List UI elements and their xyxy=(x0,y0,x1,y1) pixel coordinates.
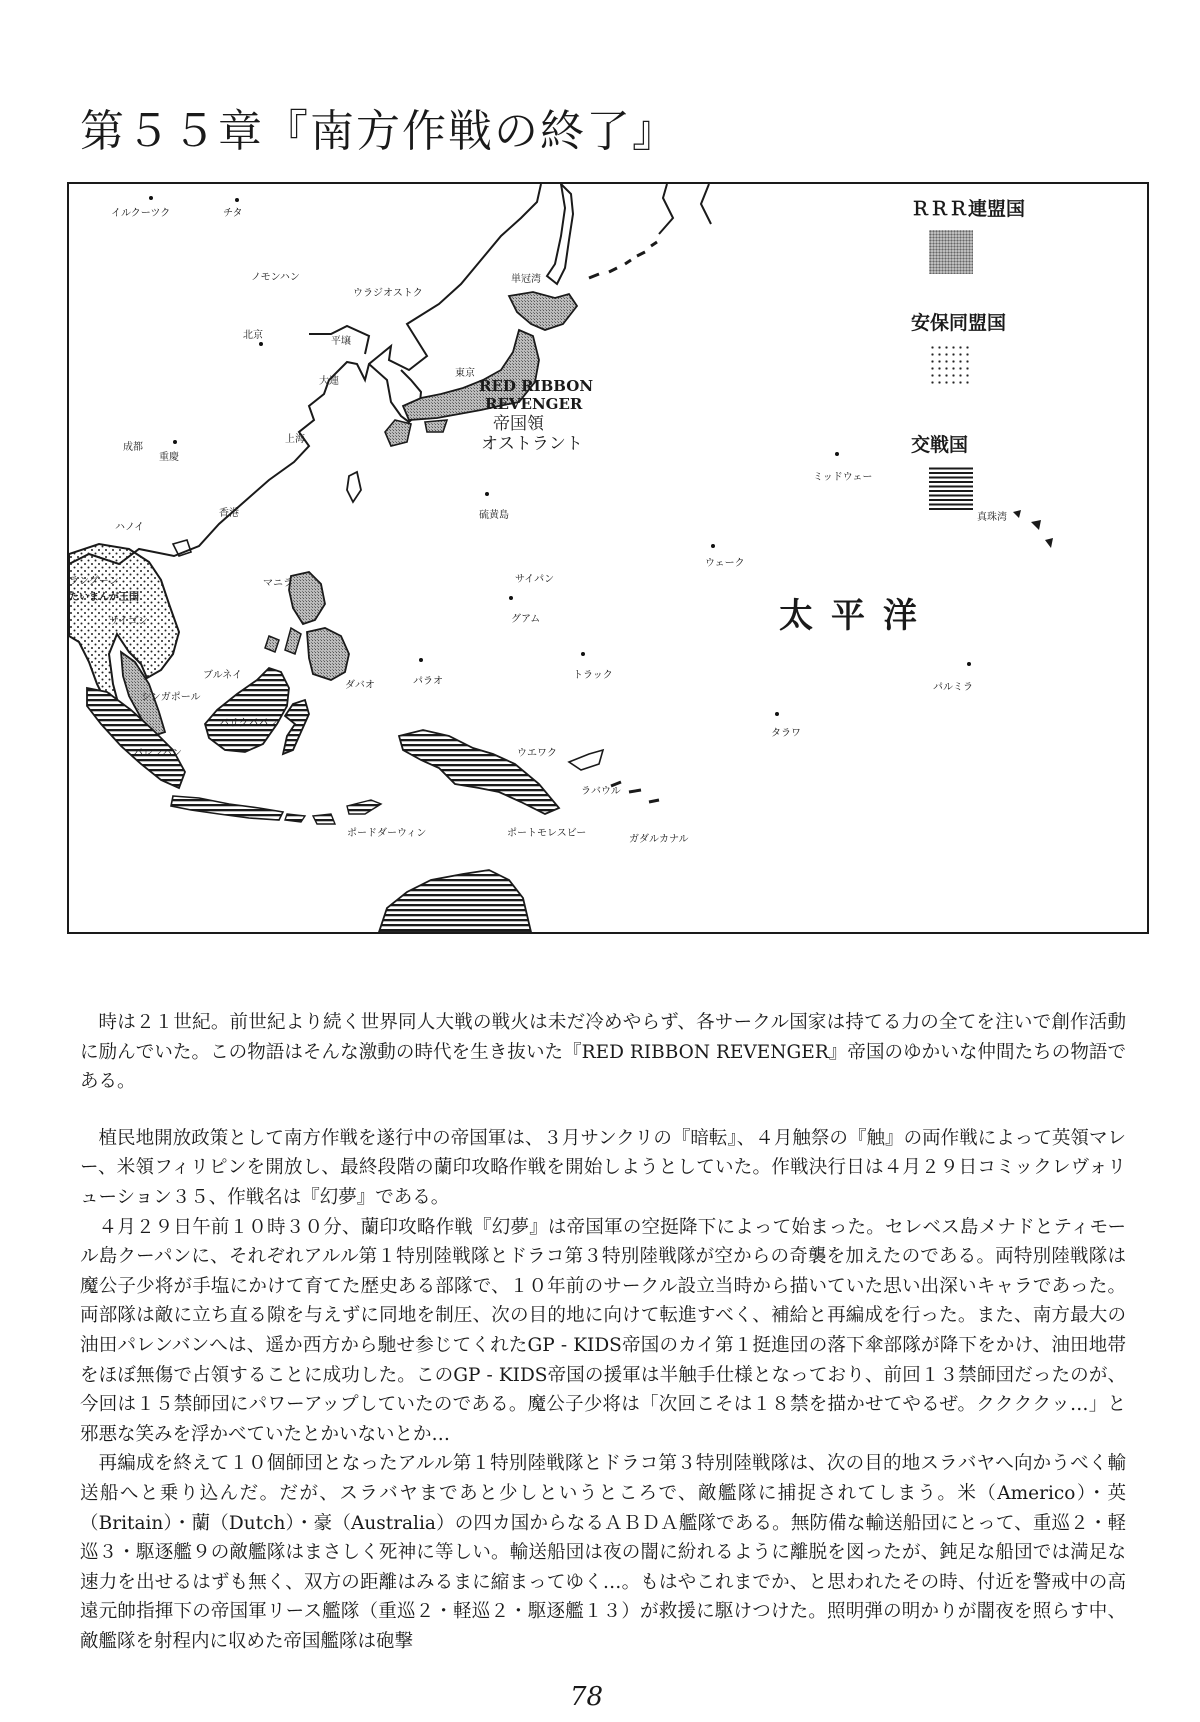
place-rabaul: ラバウル xyxy=(581,786,621,797)
new-guinea xyxy=(399,730,559,814)
place-saigon: サイゴン xyxy=(109,616,148,627)
place-midway: ミッドウェー xyxy=(813,472,873,483)
place-saipan: サイパン xyxy=(515,574,555,585)
paragraph-1: 時は２１世紀。前世紀より続く世界同人大戦の戦火は未だ冷めやらず、各サークル国家は持てる力の全てを注いで創作活動に励んでいた。この物語はそんな激動の時代を生き抜いた『RED RIBBON REVENGER』帝国のゆかいな仲間たちの物語である。 xyxy=(80,1012,1126,1093)
australia xyxy=(379,870,531,932)
island-dot xyxy=(485,492,489,496)
place-chengdu: 成都 xyxy=(123,442,143,453)
place-pearl: 真珠湾 xyxy=(977,512,1007,523)
sakhalin xyxy=(547,184,573,284)
place-chongqing: 重慶 xyxy=(159,452,179,463)
place-tankan: 単冠湾 xyxy=(511,274,541,285)
place-beijing: 北京 xyxy=(243,330,263,341)
island-dot xyxy=(775,712,779,716)
city-dot xyxy=(149,196,153,200)
paragraph-3: ４月２９日午前１０時３０分、蘭印攻略作戦『幻夢』は帝国軍の空挺降下によって始まった。セレベス島メナドとティモール島クーパンに、それぞれアルル第１特別陸戦隊とドラコ第３特別陸戦隊が空からの奇襲を加えたのである。両特別陸戦隊は魔公子少将が手塩にかけて育てた歴史ある部隊で、１０年前のサークル設立当時から描いていた思い出深いキャラであった。両部隊は敵に立ち直る隙を与えずに同地を制圧、次の目的地に向けて転進すべく、補給と再編成を行った。また、南方最大の油田パレンバンへは、遥か西方から馳せ参じてくれたGP - KIDS帝国のカイ第１挺進団の落下傘部隊が降下をかけ、油田地帯をほぼ無傷で占領することに成功した。このGP - KIDS帝国の援軍は半触手仕様となっており、前回１３禁師団だったのが、今回は１５禁師団にパワーアップしていたのである。魔公子少将は「次回こそは１８禁を描かせてやるぜ。ククククッ…」と邪悪な笑みを浮かべていたとかいないとか… xyxy=(80,1216,1126,1445)
place-darwin: ポードダーウィン xyxy=(347,828,427,839)
place-hongkong: 香港 xyxy=(219,508,239,519)
place-davao: ダバオ xyxy=(345,680,375,691)
place-chita: チタ xyxy=(223,208,243,219)
place-palau: パラオ xyxy=(413,676,443,687)
place-tarawa: タラワ xyxy=(771,728,801,739)
city-dot xyxy=(235,198,239,202)
map-drawing xyxy=(69,184,1147,932)
mindanao xyxy=(307,628,349,680)
paragraph-4: 再編成を終えて１０個師団となったアルル第１特別陸戦隊とドラコ第３特別陸戦隊は、次の目的地スラバヤへ向かうべく輸送船へと乗り込んだ。だが、スラバヤまであと少しというところで、敵艦隊に捕捉されてしまう。米（Americo）・英（Britain）・蘭（Dutch）・豪（Australia）の四カ国からなるＡＢＤＡ艦隊である。無防備な輸送船団にとって、重巡２・軽巡３・駆逐艦９の敵艦隊はまさしく死神に等しい。輸送船団は夜の闇に紛れるように離脱を図ったが、鈍足な船団では満足な速力を出せるはずも無く、双方の距離はみるまに縮まってゆく…。もはやこれまでか、と思われたその時、付近を警戒中の高遠元帥指揮下の帝国軍リース艦隊（重巡２・軽巡２・駆逐艦１３）が救援に駆けつけた。照明弾の明かりが闇夜を照らす中、敵艦隊を射程内に収めた帝国艦隊は砲撃 xyxy=(80,1453,1126,1652)
island-dot xyxy=(581,652,585,656)
city-dot xyxy=(259,342,263,346)
island-dot xyxy=(835,452,839,456)
city-dot xyxy=(173,440,177,444)
island-dot xyxy=(967,662,971,666)
place-irkutsk: イルクーツク xyxy=(111,208,171,219)
place-brunei: ブルネイ xyxy=(203,670,243,681)
place-tokyo: 東京 xyxy=(455,368,475,379)
place-iwojima: 硫黄島 xyxy=(479,510,509,521)
place-wewak: ウエワク xyxy=(517,748,557,759)
place-palmyra: パルミラ xyxy=(933,682,973,693)
legend-rrr-label: ＲＲＲ連盟国 xyxy=(911,198,1026,220)
empire-name-line2: REVENGER xyxy=(485,395,583,413)
empire-sub-line1: 帝国領 xyxy=(493,414,544,434)
pacific-map xyxy=(67,182,1149,934)
place-wake: ウェーク xyxy=(705,558,745,569)
place-rangoon: ラングーン xyxy=(69,576,119,587)
luzon xyxy=(289,572,325,624)
java xyxy=(171,796,283,820)
empire-name-line1: RED RIBBON xyxy=(479,377,594,395)
legend-rrr-swatch xyxy=(929,230,973,274)
page-number: 78 xyxy=(570,1682,604,1712)
place-pyongyang: 平壌 xyxy=(331,336,351,347)
hokkaido xyxy=(509,292,577,330)
island-dot xyxy=(509,596,513,600)
legend-ampo-swatch xyxy=(929,344,973,388)
place-taimanga: たいまんが王国 xyxy=(69,592,139,603)
place-balikpapan: バリクパパン xyxy=(219,718,279,729)
place-guadalcanal: ガダルカナル xyxy=(629,834,689,845)
legend-enemy-label: 交戦国 xyxy=(911,434,969,456)
legend-enemy-swatch xyxy=(929,466,973,510)
chapter-title: 第５５章『南方作戦の終了』 xyxy=(80,106,678,157)
empire-sub-line2: オストラント xyxy=(481,434,583,454)
place-vladivostok: ウラジオストク xyxy=(353,288,423,299)
place-hanoi: ハノイ xyxy=(115,522,145,533)
story-text xyxy=(80,1008,1126,1656)
place-palembang: パレンバン xyxy=(133,748,183,759)
place-moresby: ポートモレスビー xyxy=(507,828,587,839)
celebes xyxy=(283,700,309,754)
place-guam: グアム xyxy=(511,614,541,625)
island-dot xyxy=(419,658,423,662)
place-shanghai: 上海 xyxy=(285,434,305,445)
place-dalian: 大連 xyxy=(319,376,339,387)
legend-ampo-label: 安保同盟国 xyxy=(911,312,1007,334)
place-manila: マニラ xyxy=(263,578,293,589)
paragraph-2: 植民地開放政策として南方作戦を遂行中の帝国軍は、３月サンクリの『暗転』、４月触祭の『触』の両作戦によって英領マレー、米領フィリピンを開放し、最終段階の蘭印攻略作戦を開始しようとしていた。作戦決行日は４月２９日コミックレヴォリューション３５、作戦名は『幻夢』である。 xyxy=(80,1127,1126,1208)
island-dot xyxy=(711,544,715,548)
place-nomonhan: ノモンハン xyxy=(251,272,300,283)
place-singapore: シンガポール xyxy=(141,692,201,703)
place-truk: トラック xyxy=(573,670,613,681)
ocean-label: 太平洋 xyxy=(779,596,935,636)
